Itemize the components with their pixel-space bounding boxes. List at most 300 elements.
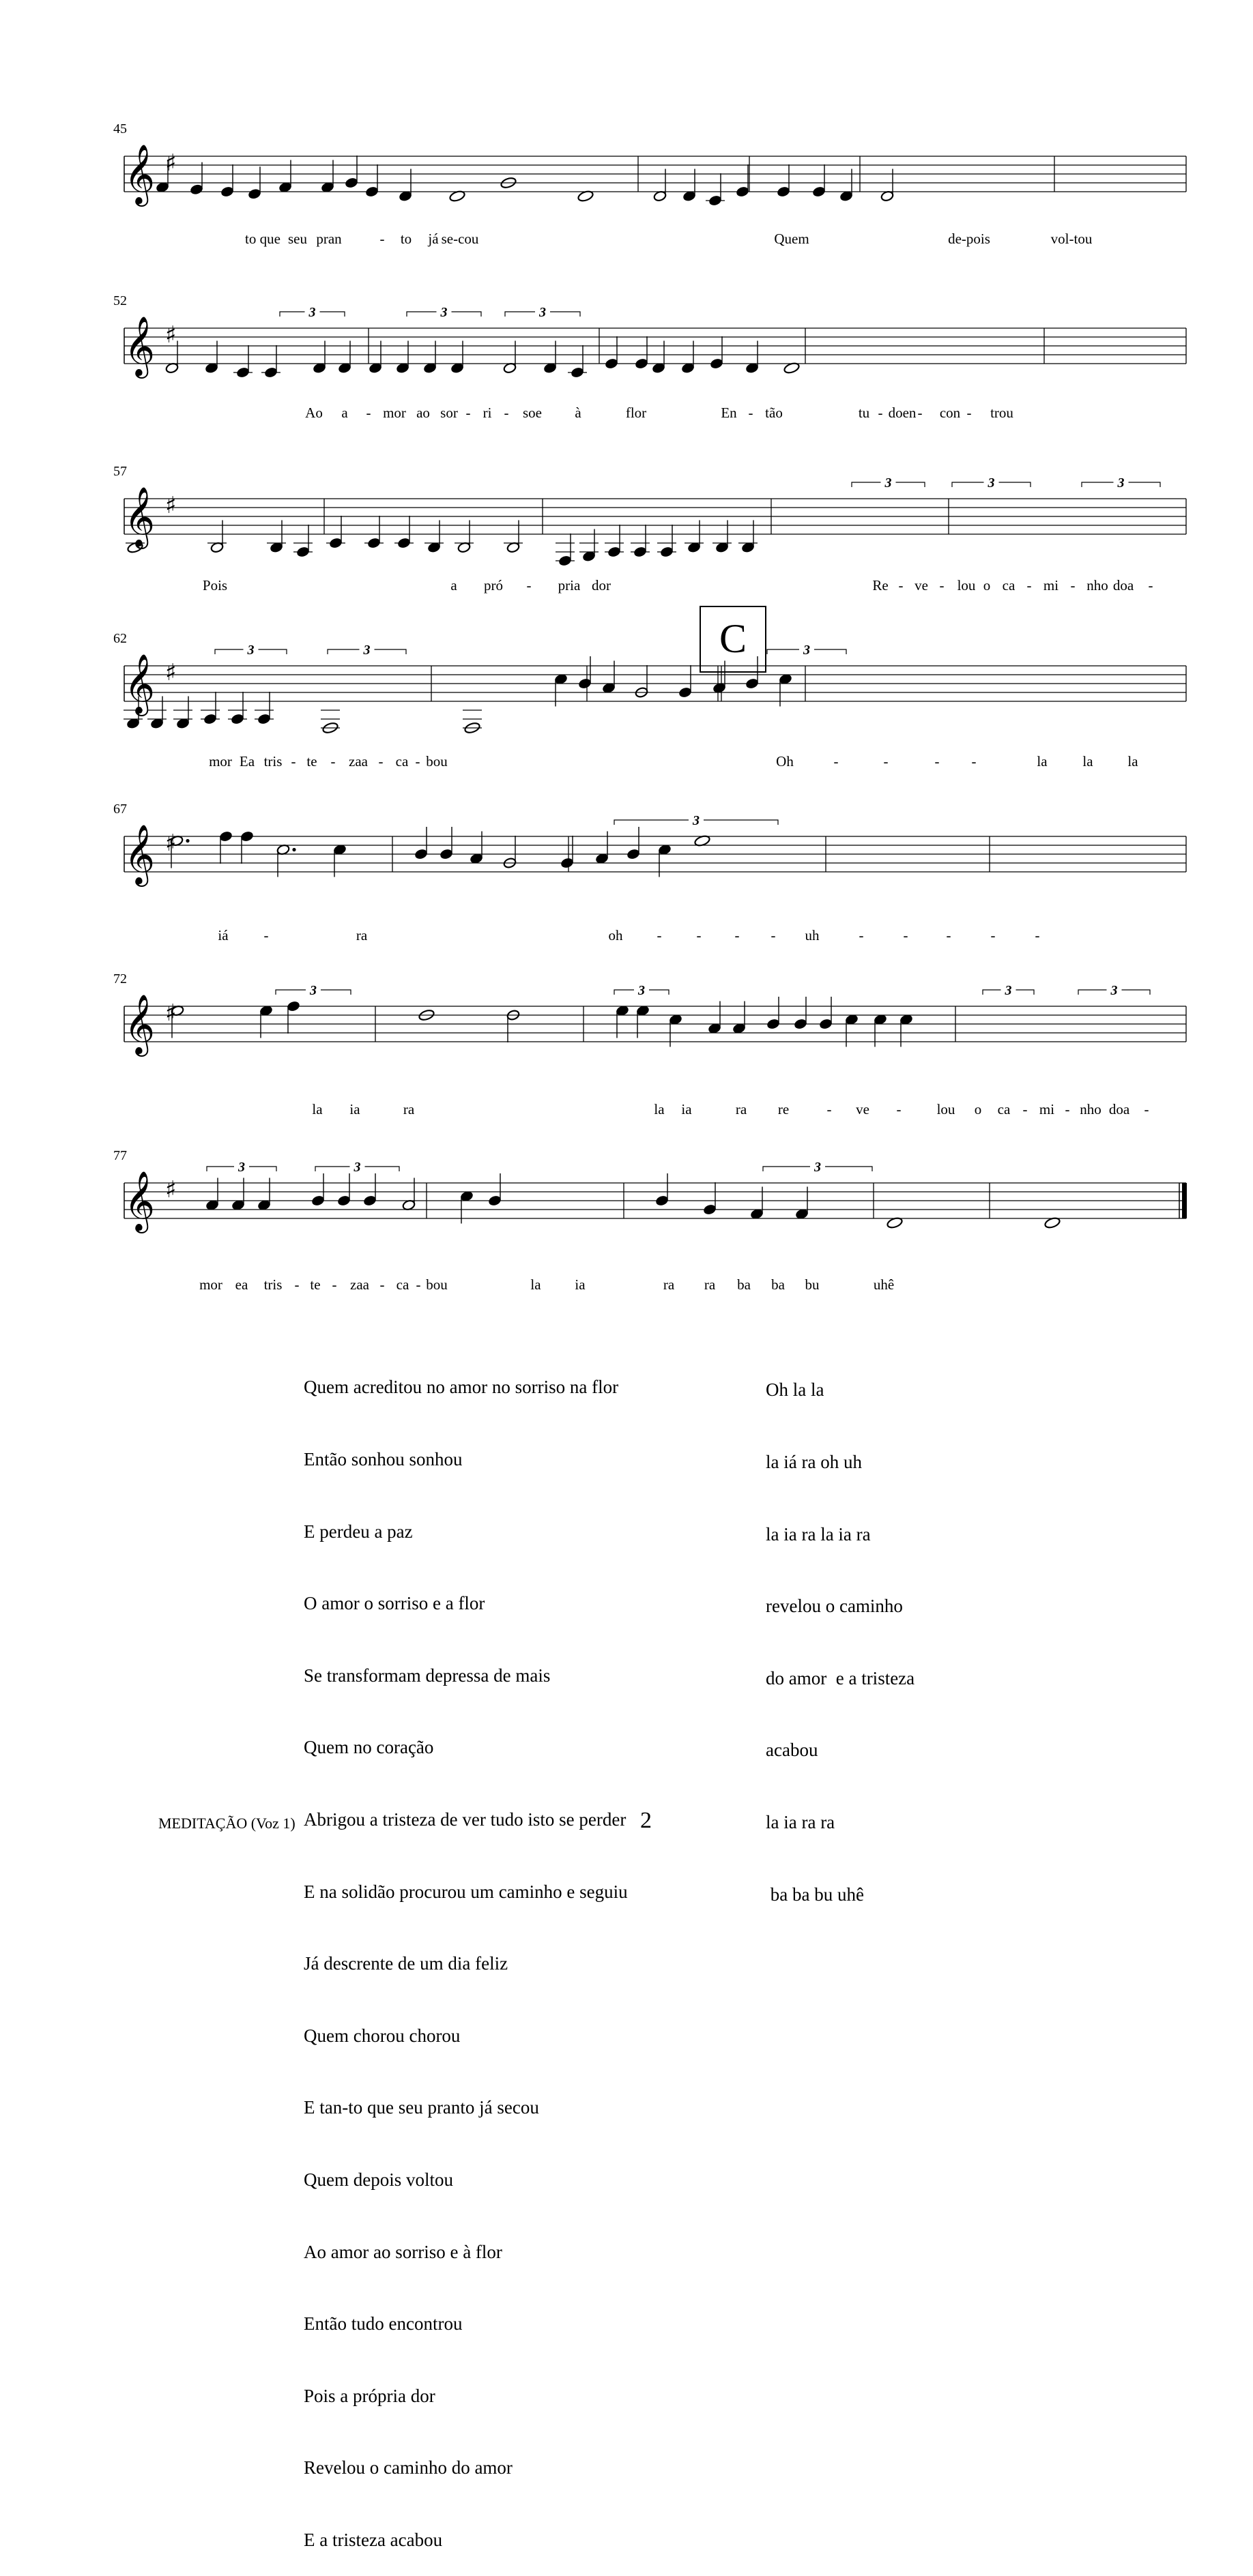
tuplet-number: 3 [814,1160,821,1175]
tuplet-number: 3 [354,1160,361,1175]
lyric-syllable: - [696,927,702,943]
note [655,1173,669,1207]
lyric-syllable: - [990,927,996,943]
key-signature-sharp-icon: ♯ [165,149,177,177]
lyric-syllable: a [450,577,457,594]
lyric-syllable: - [939,577,945,594]
verse-line: la iá ra oh uh [766,1452,862,1472]
key-signature-sharp-icon: ♯ [165,321,177,349]
notehead [794,1018,807,1029]
lyric-syllable: ca [395,753,409,770]
notehead [571,366,584,378]
lyric-syllable: la [654,1101,665,1117]
note [345,156,358,189]
final-barline-thick [1182,1183,1187,1218]
verse-line: E na solidão procurou um caminho e seguiu [304,1881,628,1902]
lyric-syllable: ra [663,1276,675,1293]
lyric-syllable: - [1065,1101,1070,1117]
measure-number: 62 [113,631,127,646]
lyric-syllable: - [366,405,371,421]
notehead [626,848,640,860]
verse-line: Então tudo encontrou [304,2313,463,2334]
note [321,710,340,734]
verse-line: Quem acreditou no amor no sorriso na flor [304,1377,619,1398]
lyric-syllable: pró [484,577,503,594]
tuplet-bracket [983,983,1034,998]
lyric-syllable: re [777,1101,790,1117]
lyric-syllable: de-pois [948,231,990,247]
lyric-syllable: - [748,405,753,421]
lyric-syllable: - [971,753,977,770]
notehead [414,848,428,860]
lyric-syllable: nho [1080,1101,1101,1117]
verse-line: Revelou o caminho do amor [304,2457,513,2478]
tuplet-number: 3 [693,813,700,828]
lyric-syllable: ca [1002,577,1016,594]
notehead [337,1195,351,1206]
lyric-syllable: - [330,753,336,770]
verse-line: Ao amor ao sorriso e à flor [304,2241,502,2262]
verse-line: ba ba bu uhê [766,1884,864,1905]
dot [292,848,296,851]
lyric-syllable: - [1148,577,1153,594]
notehead [287,1000,300,1012]
key-signature-sharp-icon: ♯ [165,999,177,1027]
notehead [635,357,648,369]
tuplet-number: 3 [1110,983,1118,998]
tuplet-bracket [407,305,481,320]
lyric-syllable: - [859,927,864,943]
lyric-syllable: soe [523,405,542,421]
lyric-syllable: bou [426,1276,448,1293]
notehead [488,1195,502,1206]
lyric-syllable: a [341,405,348,421]
notehead [678,686,692,698]
verse-line: Quem chorou chorou [304,2025,461,2046]
lyric-syllable: - [946,927,951,943]
tuplet-number: 3 [440,305,448,320]
notehead [219,830,233,842]
lyric-syllable: - [833,753,839,770]
lyric-syllable: nho [1086,577,1108,594]
lyric-syllable: tu [858,405,870,421]
note [766,997,780,1030]
note [287,1000,300,1034]
note [293,525,313,558]
lyric-syllable: mor [209,753,232,770]
lyric-syllable: - [332,1276,337,1293]
lyric-syllable: - [917,405,923,421]
notehead [605,357,618,369]
note [568,345,587,379]
note [240,830,254,864]
lyric-syllable: oh [608,927,623,943]
lyric-syllable: ba [771,1276,785,1293]
tuplet-number: 3 [988,475,995,491]
note [326,516,345,549]
measure-number: 45 [113,121,127,136]
note [819,997,833,1030]
notehead [240,830,254,842]
tuplet-bracket [1082,475,1160,491]
tuplet-number: 3 [363,643,371,658]
lyric-syllable: uhê [873,1276,895,1293]
lyric-syllable: ra [704,1276,716,1293]
tuplet-bracket [315,1160,399,1175]
notehead [710,357,723,369]
tuplet-bracket [207,1160,276,1175]
verse-line: revelou o caminho [766,1596,903,1617]
note [812,164,826,198]
note [635,336,648,370]
lyric-syllable: - [1070,577,1076,594]
notehead [203,713,217,724]
lyric-syllable: ri [483,405,492,421]
note [710,336,723,370]
note [703,1182,717,1216]
treble-clef-icon: 𝄞 [124,486,155,546]
lyric-syllable: - [826,1101,832,1117]
treble-clef-icon: 𝄞 [124,653,155,714]
lyric-syllable: - [263,927,269,943]
note [337,1173,351,1207]
note [631,525,650,558]
staff-system [113,802,1186,943]
lyric-syllable: ea [235,1276,248,1293]
key-signature-sharp-icon: ♯ [165,830,177,857]
footer-title: MEDITAÇÃO (Voz 1) [158,1815,296,1832]
lyric-syllable: doen [888,405,917,421]
note [311,1173,325,1207]
note [503,836,517,869]
note [126,541,145,554]
treble-clef-icon: 𝄞 [124,1170,155,1231]
note [706,173,725,207]
lyric-syllable: o [974,1101,982,1117]
tuplet-bracket [276,983,351,998]
note [414,827,428,860]
tuplet-bracket [215,643,287,658]
lyric-syllable: ve [914,577,928,594]
lyric-syllable: - [465,405,471,421]
measure-number: 77 [113,1148,127,1163]
note [736,164,749,198]
note [201,692,220,725]
note [678,665,692,699]
verse-line: Já descrente de um dia feliz [304,1953,508,1974]
notehead [703,1203,717,1215]
note [626,827,640,860]
treble-clef-icon: 𝄞 [124,823,155,884]
note [635,665,648,699]
lyric-syllable: te [306,753,317,770]
note [190,162,203,196]
lyric-syllable: - [896,1101,902,1117]
tuplet-number: 3 [247,643,255,658]
notehead [812,186,826,197]
lyric-syllable: la [1127,753,1138,770]
lyric-syllable: mi [1039,1101,1055,1117]
tuplet-bracket [614,983,669,998]
lyric-syllable: mor [383,405,406,421]
lyric-syllable: doa [1112,577,1134,594]
lyric-syllable: - [898,577,904,594]
notehead [345,177,358,188]
notehead [745,677,759,689]
notehead [660,546,674,557]
staff-system [113,121,1186,247]
verse-line: Pois a própria dor [304,2385,435,2406]
notehead [736,186,749,197]
lyric-syllable: ra [356,927,368,943]
notehead [311,1195,325,1206]
tuplet-number: 3 [310,983,317,998]
verse-line: E a tristeza acabou [304,2529,443,2550]
lyric-syllable: ca [396,1276,409,1293]
verse-line: Então sonhou sonhou [304,1449,463,1469]
lyric-syllable: ao [416,405,430,421]
lyric-syllable: - [379,1276,385,1293]
key-signature-sharp-icon: ♯ [165,1176,177,1203]
notehead [578,677,592,689]
key-signature-sharp-icon: ♯ [165,492,177,519]
lyric-syllable: flor [625,405,647,421]
rehearsal-mark: C [719,616,747,661]
lyric-syllable: - [1022,1101,1028,1117]
lyric-syllable: lou [957,577,976,594]
lyric-syllable: doa [1108,1101,1130,1117]
lyric-syllable: - [734,927,740,943]
note [560,836,574,869]
verse-line: Quem no coração [304,1737,434,1758]
note [233,345,253,379]
lyric-syllable: - [378,753,384,770]
note [440,827,453,860]
note [394,516,414,549]
note [578,656,592,690]
verse-lyrics-coda [766,1330,914,1931]
tuplet-bracket [852,475,925,491]
lyric-syllable: la [1037,753,1048,770]
note [556,533,575,567]
tuplet-bracket [280,305,345,320]
lyric-syllable: - [526,577,532,594]
lyric-syllable: - [1035,927,1040,943]
lyric-syllable: trou [990,405,1013,421]
notehead [607,546,621,557]
lyric-syllable: - [416,1276,421,1293]
lyric-syllable: iá [218,927,229,943]
lyric-syllable: to que [245,231,280,247]
treble-clef-icon: 𝄞 [124,315,155,376]
treble-clef-icon: 𝄞 [124,993,155,1054]
note [255,692,274,725]
notehead [819,1018,833,1029]
lyric-syllable: - [294,1276,300,1293]
tuplet-number: 3 [803,643,810,658]
notehead [777,186,790,197]
tuplet-bracket [614,813,778,828]
tuplet-bracket [767,643,846,658]
tuplet-number: 3 [884,475,892,491]
staff-system [113,293,1186,421]
note [228,692,247,725]
tuplet-bracket [952,475,1031,491]
measure-number: 67 [113,802,127,817]
lyric-syllable: la [530,1276,541,1293]
lyric-syllable: mi [1043,577,1059,594]
staff-system [113,631,1186,770]
lyric-syllable: - [878,405,883,421]
verse-lyrics-main [304,1328,628,2576]
notehead [397,537,411,548]
lyric-syllable: zaa [350,1276,369,1293]
verse-line: O amor o sorriso e a flor [304,1593,485,1614]
note [220,164,234,198]
lyric-syllable: Ea [239,753,255,770]
tuplet-number: 3 [1005,983,1012,998]
verse-line: la ia ra ra [766,1811,835,1832]
note [794,997,807,1030]
note [745,656,759,690]
key-signature-sharp-icon: ♯ [165,659,177,686]
lyric-syllable: la [312,1101,323,1117]
notehead [708,194,722,206]
notehead [296,546,310,557]
tuplet-bracket [1078,983,1150,998]
notehead [248,188,261,200]
lyric-syllable: sor [440,405,458,421]
notehead [440,848,453,860]
verse-line: E perdeu a paz [304,1521,413,1542]
verse-line: Oh la la [766,1379,824,1401]
lyric-syllable: lou [936,1101,955,1117]
lyric-syllable: Re [872,577,889,594]
lyric-syllable: bou [426,753,448,770]
measure-number: 72 [113,971,127,986]
lyric-syllable: tão [765,405,783,421]
lyric-syllable: la [1082,753,1093,770]
lyric-syllable: seu [288,231,307,247]
tuplet-number: 3 [308,305,316,320]
notehead [367,537,381,548]
lyric-syllable: ve [856,1101,869,1117]
lyric-syllable: vol-tou [1050,231,1093,247]
lyric-syllable: te [310,1276,321,1293]
page-number: 2 [640,1808,652,1833]
dot [186,839,189,843]
lyric-syllable: se-cou [441,231,479,247]
tuplet-number: 3 [238,1160,245,1175]
tuplet-number: 3 [1117,475,1125,491]
lyric-syllable: bu [805,1276,820,1293]
notehead [257,713,271,724]
staff-system [113,464,1186,594]
lyric-syllable: mor [199,1276,222,1293]
notehead [264,366,278,378]
tuplet-bracket [505,305,580,320]
lyric-syllable: pria [558,577,581,594]
note [364,516,384,549]
lyric-syllable: Pois [202,577,228,594]
note [363,1173,377,1207]
lyric-syllable: já [428,231,439,247]
lyric-syllable: - [504,405,509,421]
lyric-syllable: tris [263,753,283,770]
notehead [558,555,572,566]
lyric-syllable: - [903,927,908,943]
lyric-syllable: ra [735,1101,747,1117]
lyric-syllable: Oh [776,753,794,770]
lyric-syllable: - [770,927,776,943]
measure-number: 57 [113,464,127,479]
notehead [633,546,647,557]
note [463,710,482,734]
note [365,164,379,198]
notehead [220,186,234,197]
lyric-syllable: ia [349,1101,360,1117]
lyric-syllable: - [1026,577,1032,594]
note [605,525,624,558]
lyric-syllable: con [939,405,961,421]
treble-clef-icon: 𝄞 [124,143,155,204]
tuplet-bracket [763,1160,872,1175]
note [506,1009,520,1042]
note [261,345,280,379]
lyric-syllable: ca [997,1101,1011,1117]
lyric-syllable: ba [737,1276,751,1293]
lyric-syllable: ia [575,1276,586,1293]
verse-line: Abrigou a tristeza de ver tudo isto se perder [304,1809,626,1830]
lyric-syllable: to [400,231,412,247]
notehead [365,186,379,197]
measure-number: 52 [113,293,127,308]
notehead [190,184,203,195]
lyric-syllable: - [934,753,940,770]
lyric-syllable: ia [681,1101,692,1117]
lyric-syllable: o [983,577,991,594]
notehead [231,713,244,724]
note [488,1173,502,1207]
lyric-syllable: dor [592,577,611,594]
lyric-syllable: Quem [774,231,809,247]
staff-system [113,971,1186,1117]
note [605,336,618,370]
lyric-syllable: - [291,753,296,770]
notehead [766,1018,780,1029]
lyric-syllable: - [415,753,420,770]
staff-system [113,1148,1186,1293]
lyric-syllable: tris [263,1276,283,1293]
note [657,525,676,558]
lyric-syllable: zaa [349,753,368,770]
note [777,164,790,198]
verse-line: la ia ra la ia ra [766,1523,871,1545]
lyric-syllable: - [883,753,889,770]
lyric-syllable: Ao [305,405,323,421]
note [219,830,233,864]
lyric-syllable: à [575,405,581,421]
verse-line: Se transformam depressa de mais [304,1665,551,1686]
notehead [329,537,343,548]
lyric-syllable: pran [316,231,342,247]
lyric-syllable: - [966,405,972,421]
verse-line: Quem depois voltou [304,2169,453,2190]
tuplet-number: 3 [638,983,645,998]
lyric-syllable: - [1144,1101,1149,1117]
lyric-syllable: uh [805,927,820,943]
notehead [363,1195,377,1206]
